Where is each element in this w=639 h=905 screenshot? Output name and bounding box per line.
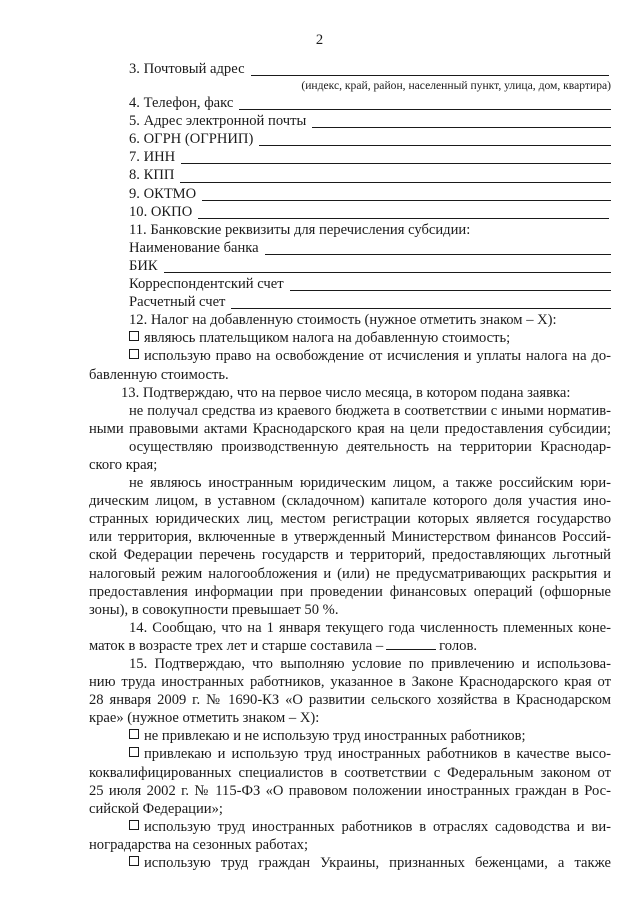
vat-option-payer[interactable] (129, 329, 611, 347)
bik-label: БИК (129, 257, 158, 274)
s14-line-2-unit: голов. (439, 637, 478, 654)
inn-input-line[interactable] (181, 150, 611, 164)
checkbox-icon[interactable] (129, 331, 139, 341)
inn-label: 7. ИНН (129, 149, 176, 166)
vat-option-exempt-cont: бавленную стоимость. (89, 366, 229, 383)
postal-address-field (129, 60, 611, 78)
kpp-field (129, 166, 611, 184)
s13-line-8: странных юридических лиц, местом регистрации которых является государство (89, 511, 611, 528)
s13-line-13: зоны), в совокупности превышает 50 %. (89, 601, 339, 618)
s13-line-12: предоставления информации при проведении финансовых операций (офшорные (89, 583, 611, 600)
s15-option-specialists-l3: 25 июля 2002 г. № 115-ФЗ «О правовом положении иностранных граждан в Рос- (89, 782, 611, 799)
page-number: 2 (315, 32, 324, 48)
s15-option-refugees-text: использую труд граждан Украины, признанных беженцами, а также (144, 855, 611, 872)
postal-address-input-line[interactable] (251, 62, 609, 76)
postal-address-label: 3. Почтовый адрес (129, 61, 245, 77)
checkbox-icon[interactable] (129, 729, 139, 739)
s15-option-specialists-l4: сийской Федерации»; (89, 800, 223, 817)
account-field (129, 293, 611, 311)
ogrn-field (129, 130, 611, 148)
bank-heading: 11. Банковские реквизиты для перечисления субсидии: (129, 221, 471, 238)
email-field (129, 112, 611, 130)
corr-account-input-line[interactable] (290, 277, 611, 291)
okpo-label: 10. ОКПО (129, 203, 193, 220)
s13-line-2: не получал средства из краевого бюджета в соответствии с иными норматив- (129, 402, 611, 419)
s15-line-1: 15. Подтверждаю, что выполняю условие по привлечению и использова- (129, 656, 611, 672)
s15-option-seasonal-l2: ноградарства на сезонных работах; (89, 836, 309, 853)
phone-field (129, 94, 611, 112)
checkbox-icon[interactable] (129, 856, 139, 866)
s13-line-5: ского края; (89, 456, 158, 473)
ogrn-label: 6. ОГРН (ОГРНИП) (129, 131, 254, 148)
address-hint: (индекс, край, район, населенный пункт, улица, дом, квартира) (301, 79, 611, 93)
s15-option-refugees[interactable] (89, 854, 611, 872)
corr-account-label: Корреспондентский счет (129, 276, 284, 293)
s14-line-2 (89, 637, 611, 655)
checkbox-icon[interactable] (129, 820, 139, 830)
phone-label: 4. Телефон, факс (129, 95, 234, 112)
okpo-input-line[interactable] (198, 205, 609, 219)
s13-line-11: налоговый режим налогообложения и (или) не предусматривающих раскрытия и (89, 565, 611, 582)
heads-count-input-line[interactable] (386, 637, 436, 650)
s15-line-2: нию труда иностранных работников, указанное в Законе Краснодарского края от (89, 674, 611, 691)
oktmo-label: 9. ОКТМО (129, 185, 197, 202)
s14-line-2-text: маток в возрасте трех лет и старше составила – (89, 637, 384, 654)
bik-input-line[interactable] (164, 259, 611, 273)
bank-name-input-line[interactable] (265, 241, 611, 255)
kpp-label: 8. КПП (129, 167, 175, 184)
s13-line-6: не являюсь иностранным юридическим лицом, а также российским юри- (129, 475, 611, 492)
s13-line-3: ными правовыми актами Краснодарского края на цели предоставления субсидии; (89, 420, 611, 437)
vat-option-exempt[interactable] (129, 347, 611, 365)
s15-option-specialists-text: привлекаю и использую труд иностранных работников в качестве высо- (144, 746, 611, 763)
s13-line-1: 13. Подтверждаю, что на первое число месяца, в котором подана заявка: (121, 384, 571, 401)
s13-line-4: осуществляю производственную деятельность на территории Краснодар- (129, 438, 611, 455)
vat-heading: 12. Налог на добавленную стоимость (нужное отметить знаком – Х): (129, 312, 557, 329)
bank-name-label: Наименование банка (129, 239, 259, 256)
okpo-field (129, 203, 611, 221)
s15-option-specialists-l2: коквалифицированных специалистов в соответствии с Федеральным законом от (89, 764, 611, 781)
checkbox-icon[interactable] (129, 747, 139, 757)
s15-line-4: крае» (нужное отметить знаком – Х): (89, 710, 320, 727)
ogrn-input-line[interactable] (259, 132, 611, 146)
s15-option-seasonal-text: использую труд иностранных работников в отраслях садоводства и ви- (144, 818, 611, 835)
email-input-line[interactable] (312, 114, 611, 128)
form-content (89, 60, 611, 872)
s15-option-specialists[interactable] (89, 745, 611, 763)
s15-option-none[interactable] (89, 727, 611, 745)
bank-name-field (129, 239, 611, 257)
vat-option-exempt-text: использую право на освобождение от исчисления и уплаты налога на до- (144, 348, 611, 365)
s15-option-none-text: не привлекаю и не использую труд иностранных работников; (144, 728, 526, 745)
s13-line-7: дическим лицом, в уставном (складочном) капитале которого доля участия ино- (89, 493, 611, 510)
inn-field (129, 148, 611, 166)
phone-input-line[interactable] (239, 96, 611, 110)
corr-account-field (129, 275, 611, 293)
s15-line-3: 28 января 2009 г. № 1690-КЗ «О развитии сельского хозяйства в Краснодарском (89, 692, 611, 709)
s13-line-9: или территория, включенные в утвержденный Министерством финансов Россий- (89, 529, 611, 546)
bik-field (129, 257, 611, 275)
s13-line-10: ской Федерации перечень государств и территорий, предоставляющих льготный (89, 547, 611, 564)
s14-line-1: 14. Сообщаю, что на 1 января текущего года численность племенных коне- (129, 619, 611, 636)
vat-option-payer-text: являюсь плательщиком налога на добавленную стоимость; (144, 330, 511, 347)
checkbox-icon[interactable] (129, 349, 139, 359)
oktmo-field (129, 185, 611, 203)
s15-option-seasonal[interactable] (89, 818, 611, 836)
kpp-input-line[interactable] (180, 169, 611, 183)
account-input-line[interactable] (231, 295, 611, 309)
email-label: 5. Адрес электронной почты (129, 113, 307, 130)
account-label: Расчетный счет (129, 294, 226, 311)
oktmo-input-line[interactable] (202, 187, 611, 201)
